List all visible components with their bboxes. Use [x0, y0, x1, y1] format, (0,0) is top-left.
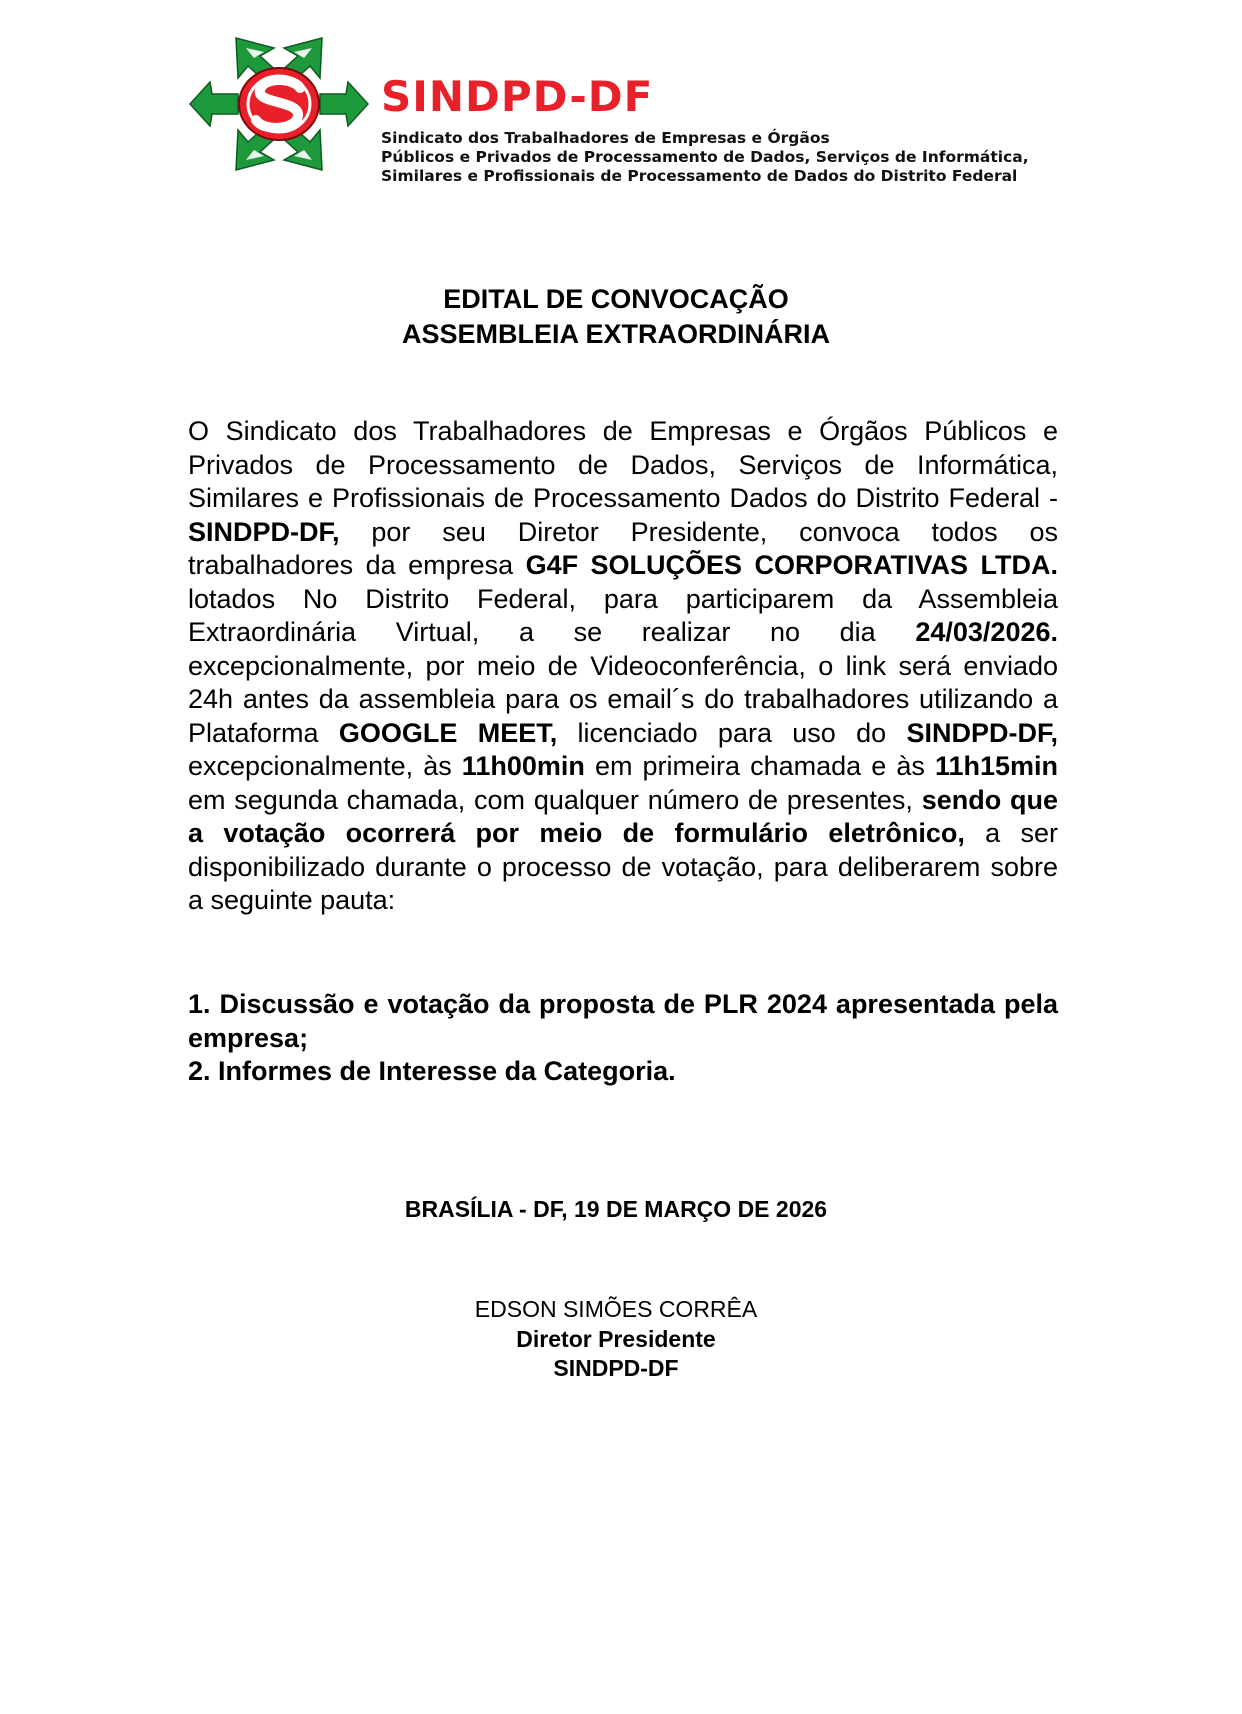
body-text: em segunda chamada, com qualquer número de presentes, — [188, 784, 922, 815]
body-bold: G4F SOLUÇÕES CORPORATIVAS LTDA. — [525, 550, 1058, 580]
body-text: lotados No Distrito Federal, para participarem da Assembleia Extraordinária Virtual, a se realizar no dia — [188, 583, 1058, 647]
date-line — [0, 1194, 1242, 1224]
sindpd-logo-icon — [188, 36, 370, 172]
signer-name: EDSON SIMÕES CORRÊA — [474, 1296, 758, 1322]
agenda-list — [188, 988, 1058, 1089]
body-text: O Sindicato dos Trabalhadores de Empresas e Órgãos Públicos e Privados de Processamento de Dados, Serviços de Informática, Similares e Profissionais de Processamento Dados do Distrito Federal - — [188, 416, 1058, 513]
brand-subtitle — [381, 129, 1181, 186]
agenda-item: 1. Discussão e votação da proposta de PLR 2024 apresentada pela empresa; — [188, 989, 1058, 1053]
brand-subtitle-line: Similares e Profissionais de Processamento de Dados do Distrito Federal — [381, 167, 1018, 185]
signer-role: Diretor Presidente — [516, 1325, 716, 1352]
body-bold: GOOGLE MEET, — [338, 717, 558, 748]
body-bold: sendo que a votação ocorrerá por meio de formulário eletrônico, — [188, 784, 1058, 848]
letterhead — [188, 36, 1188, 186]
brand-name: SINDPD-DF — [381, 72, 654, 121]
document-title — [0, 282, 1242, 352]
brand-subtitle-line: Públicos e Privados de Processamento de Dados, Serviços de Informática, — [381, 148, 1029, 166]
title-line-2: ASSEMBLEIA EXTRAORDINÁRIA — [401, 319, 831, 349]
body-bold: 24/03/2026. — [915, 617, 1058, 647]
body-bold: SINDPD-DF, — [906, 717, 1058, 748]
body-bold: 11h15min — [934, 751, 1059, 781]
body-text: a ser disponibilizado durante o processo de votação, para deliberarem sobre a seguinte pauta: — [188, 818, 1059, 915]
body-text: licenciado para uso do — [557, 717, 907, 748]
body-text: excepcionalmente, por meio de Videoconferência, o link será enviado 24h antes da assembleia para os email´s do trabalhadores utilizando a Plataforma — [188, 650, 1058, 748]
body-bold: 11h00min — [461, 751, 585, 781]
body-text: em primeira chamada e às — [584, 751, 935, 781]
signature-block — [0, 1295, 1242, 1384]
signer-org: SINDPD-DF — [553, 1355, 679, 1381]
agenda-item: 2. Informes de Interesse da Categoria. — [188, 1056, 676, 1086]
convocation-paragraph — [188, 415, 1058, 918]
body-bold: SINDPD-DF, — [188, 516, 340, 547]
date-text: BRASÍLIA - DF, 19 DE MARÇO DE 2026 — [404, 1196, 828, 1222]
title-line-1: EDITAL DE CONVOCAÇÃO — [443, 284, 789, 314]
body-text: por seu Diretor Presidente, convoca todos os trabalhadores da empresa — [188, 516, 1058, 580]
body-text: excepcionalmente, às — [188, 751, 462, 781]
brand-subtitle-line: Sindicato dos Trabalhadores de Empresas e Órgãos — [381, 129, 830, 147]
